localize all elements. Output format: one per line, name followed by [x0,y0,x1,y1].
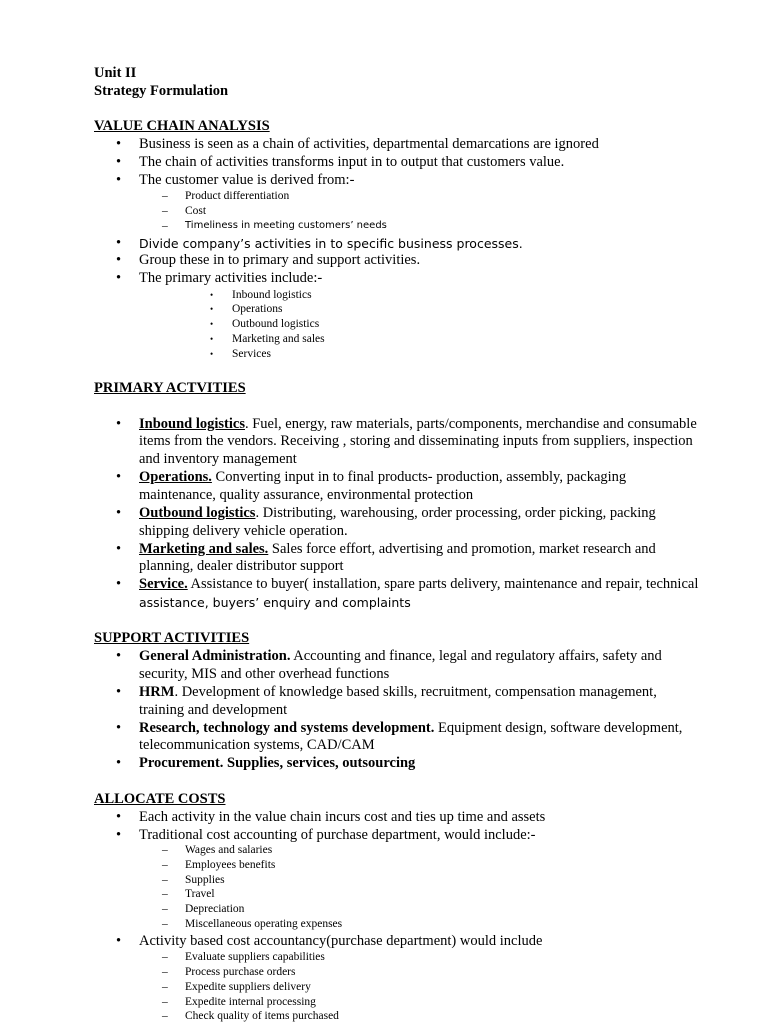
bullet-glyph: • [116,933,122,949]
list-item: Business is seen as a chain of activities, departmental demarcations are ignored [139,136,599,152]
sub-list-item: Evaluate suppliers capabilities [185,951,325,963]
dash-glyph: – [162,1010,168,1022]
sub-list-item: Wages and salaries [185,844,273,856]
item-label: General Administration. [139,648,291,664]
dash-glyph: – [162,918,168,930]
bullet-glyph: • [116,827,122,843]
unit-label: Unit II [94,65,137,81]
dash-glyph: – [162,996,168,1008]
item-label: Inbound logistics [139,416,245,432]
bullet-glyph: • [116,684,122,700]
item-label: Marketing and sales. [139,541,269,557]
list-item: The customer value is derived from:- [139,172,355,188]
dash-glyph: – [162,966,168,978]
bullet-glyph: • [116,235,122,251]
item-text: . Distributing, warehousing, order processing, order picking, packing [255,505,656,521]
list-item: Activity based cost accountancy(purchase department) would include [139,933,543,949]
section-heading-allocate: ALLOCATE COSTS [94,791,226,807]
bullet-glyph: • [116,648,122,664]
section-heading-value-chain: VALUE CHAIN ANALYSIS [94,118,270,134]
list-item-continuation: telecommunication systems, CAD/CAM [139,737,375,753]
bullet-glyph: • [116,755,122,771]
list-item [139,576,698,593]
sub-list-item: Cost [185,205,207,217]
sub-list-item: Services [232,348,271,360]
sub-list-item: Inbound logistics [232,289,312,301]
sub-list-item: Product differentiation [185,190,290,202]
list-item [139,469,626,486]
list-item-continuation: shipping delivery vehicle operation. [139,523,348,539]
list-item [139,720,682,737]
sub-list-item: Check quality of items purchased [185,1010,339,1022]
item-text: Sales force effort, advertising and promotion, market research and [268,541,656,557]
list-item [139,541,656,558]
item-text: Assistance to buyer( installation, spare parts delivery, maintenance and repair, technical [187,576,699,592]
dash-glyph: – [162,874,168,886]
dash-glyph: – [162,220,168,232]
list-item: Each activity in the value chain incurs cost and ties up time and assets [139,809,546,825]
sub-list-item: Outbound logistics [232,318,320,330]
dash-glyph: – [162,859,168,871]
list-item-continuation: security, MIS and other overhead functions [139,666,390,682]
sub-list-item: Expedite internal processing [185,996,316,1008]
bullet-glyph: • [116,136,122,152]
dot-glyph: • [210,349,214,359]
sub-list-item: Depreciation [185,903,245,915]
list-item: Procurement. Supplies, services, outsourcing [139,755,416,771]
dash-glyph: – [162,903,168,915]
list-item-continuation: training and development [139,702,288,718]
sub-list-item: Operations [232,303,283,315]
list-item: The chain of activities transforms input in to output that customers value. [139,154,565,170]
sub-list-item: Travel [185,888,215,900]
bullet-glyph: • [116,809,122,825]
list-item [139,648,662,665]
list-item [139,505,656,522]
bullet-glyph: • [116,416,122,432]
dot-glyph: • [210,290,214,300]
sub-list-item: Miscellaneous operating expenses [185,918,343,930]
list-item: Divide company’s activities in to specific business processes. [139,236,523,251]
sub-list-item: Employees benefits [185,859,276,871]
list-item: Group these in to primary and support activities. [139,252,421,268]
list-item: Traditional cost accounting of purchase department, would include:- [139,827,536,843]
list-item [139,684,657,701]
dash-glyph: – [162,888,168,900]
dash-glyph: – [162,981,168,993]
section-heading-support: SUPPORT ACTIVITIES [94,630,250,646]
item-label: HRM [139,684,175,700]
bullet-glyph: • [116,172,122,188]
bullet-glyph: • [116,270,122,286]
item-label: Service. [139,576,188,592]
item-text: . Fuel, energy, raw materials, parts/components, merchandise and consumable [244,416,697,432]
section-heading-primary: PRIMARY ACTVITIES [94,380,246,396]
sub-list-item: Timeliness in meeting customers’ needs [185,220,387,231]
item-label: Operations. [139,469,212,485]
dot-glyph: • [210,334,214,344]
bullet-glyph: • [116,720,122,736]
bullet-glyph: • [116,154,122,170]
sub-list-item: Marketing and sales [232,333,325,345]
item-text: Accounting and finance, legal and regulatory affairs, safety and [290,648,662,664]
dash-glyph: – [162,205,168,217]
bullet-glyph: • [116,252,122,268]
item-label: Outbound logistics [139,505,256,521]
bullet-glyph: • [116,541,122,557]
item-text: Equipment design, software development, [434,720,683,736]
list-item-continuation: maintenance, quality assurance, environmental protection [139,487,474,503]
list-item-continuation: planning, dealer distributor support [139,558,344,574]
page-title: Strategy Formulation [94,83,229,99]
dot-glyph: • [210,304,214,314]
item-text: Converting input in to final products- production, assembly, packaging [211,469,627,485]
list-item [139,416,697,433]
sub-list-item: Expedite suppliers delivery [185,981,311,993]
sub-list-item: Process purchase orders [185,966,296,978]
item-text: . Development of knowledge based skills, recruitment, compensation management, [174,684,657,700]
dash-glyph: – [162,951,168,963]
list-item-continuation: and inventory management [139,451,297,467]
list-item-continuation: items from the vendors. Receiving , storing and disseminating inputs from suppliers, inspection [139,433,693,449]
bullet-glyph: • [116,576,122,592]
dash-glyph: – [162,190,168,202]
list-item-continuation: assistance, buyers’ enquiry and complaints [139,595,411,610]
list-item: The primary activities include:- [139,270,323,286]
dot-glyph: • [210,319,214,329]
sub-list-item: Supplies [185,874,225,886]
bullet-glyph: • [116,505,122,521]
bullet-glyph: • [116,469,122,485]
item-label: Research, technology and systems development. [139,720,435,736]
dash-glyph: – [162,844,168,856]
